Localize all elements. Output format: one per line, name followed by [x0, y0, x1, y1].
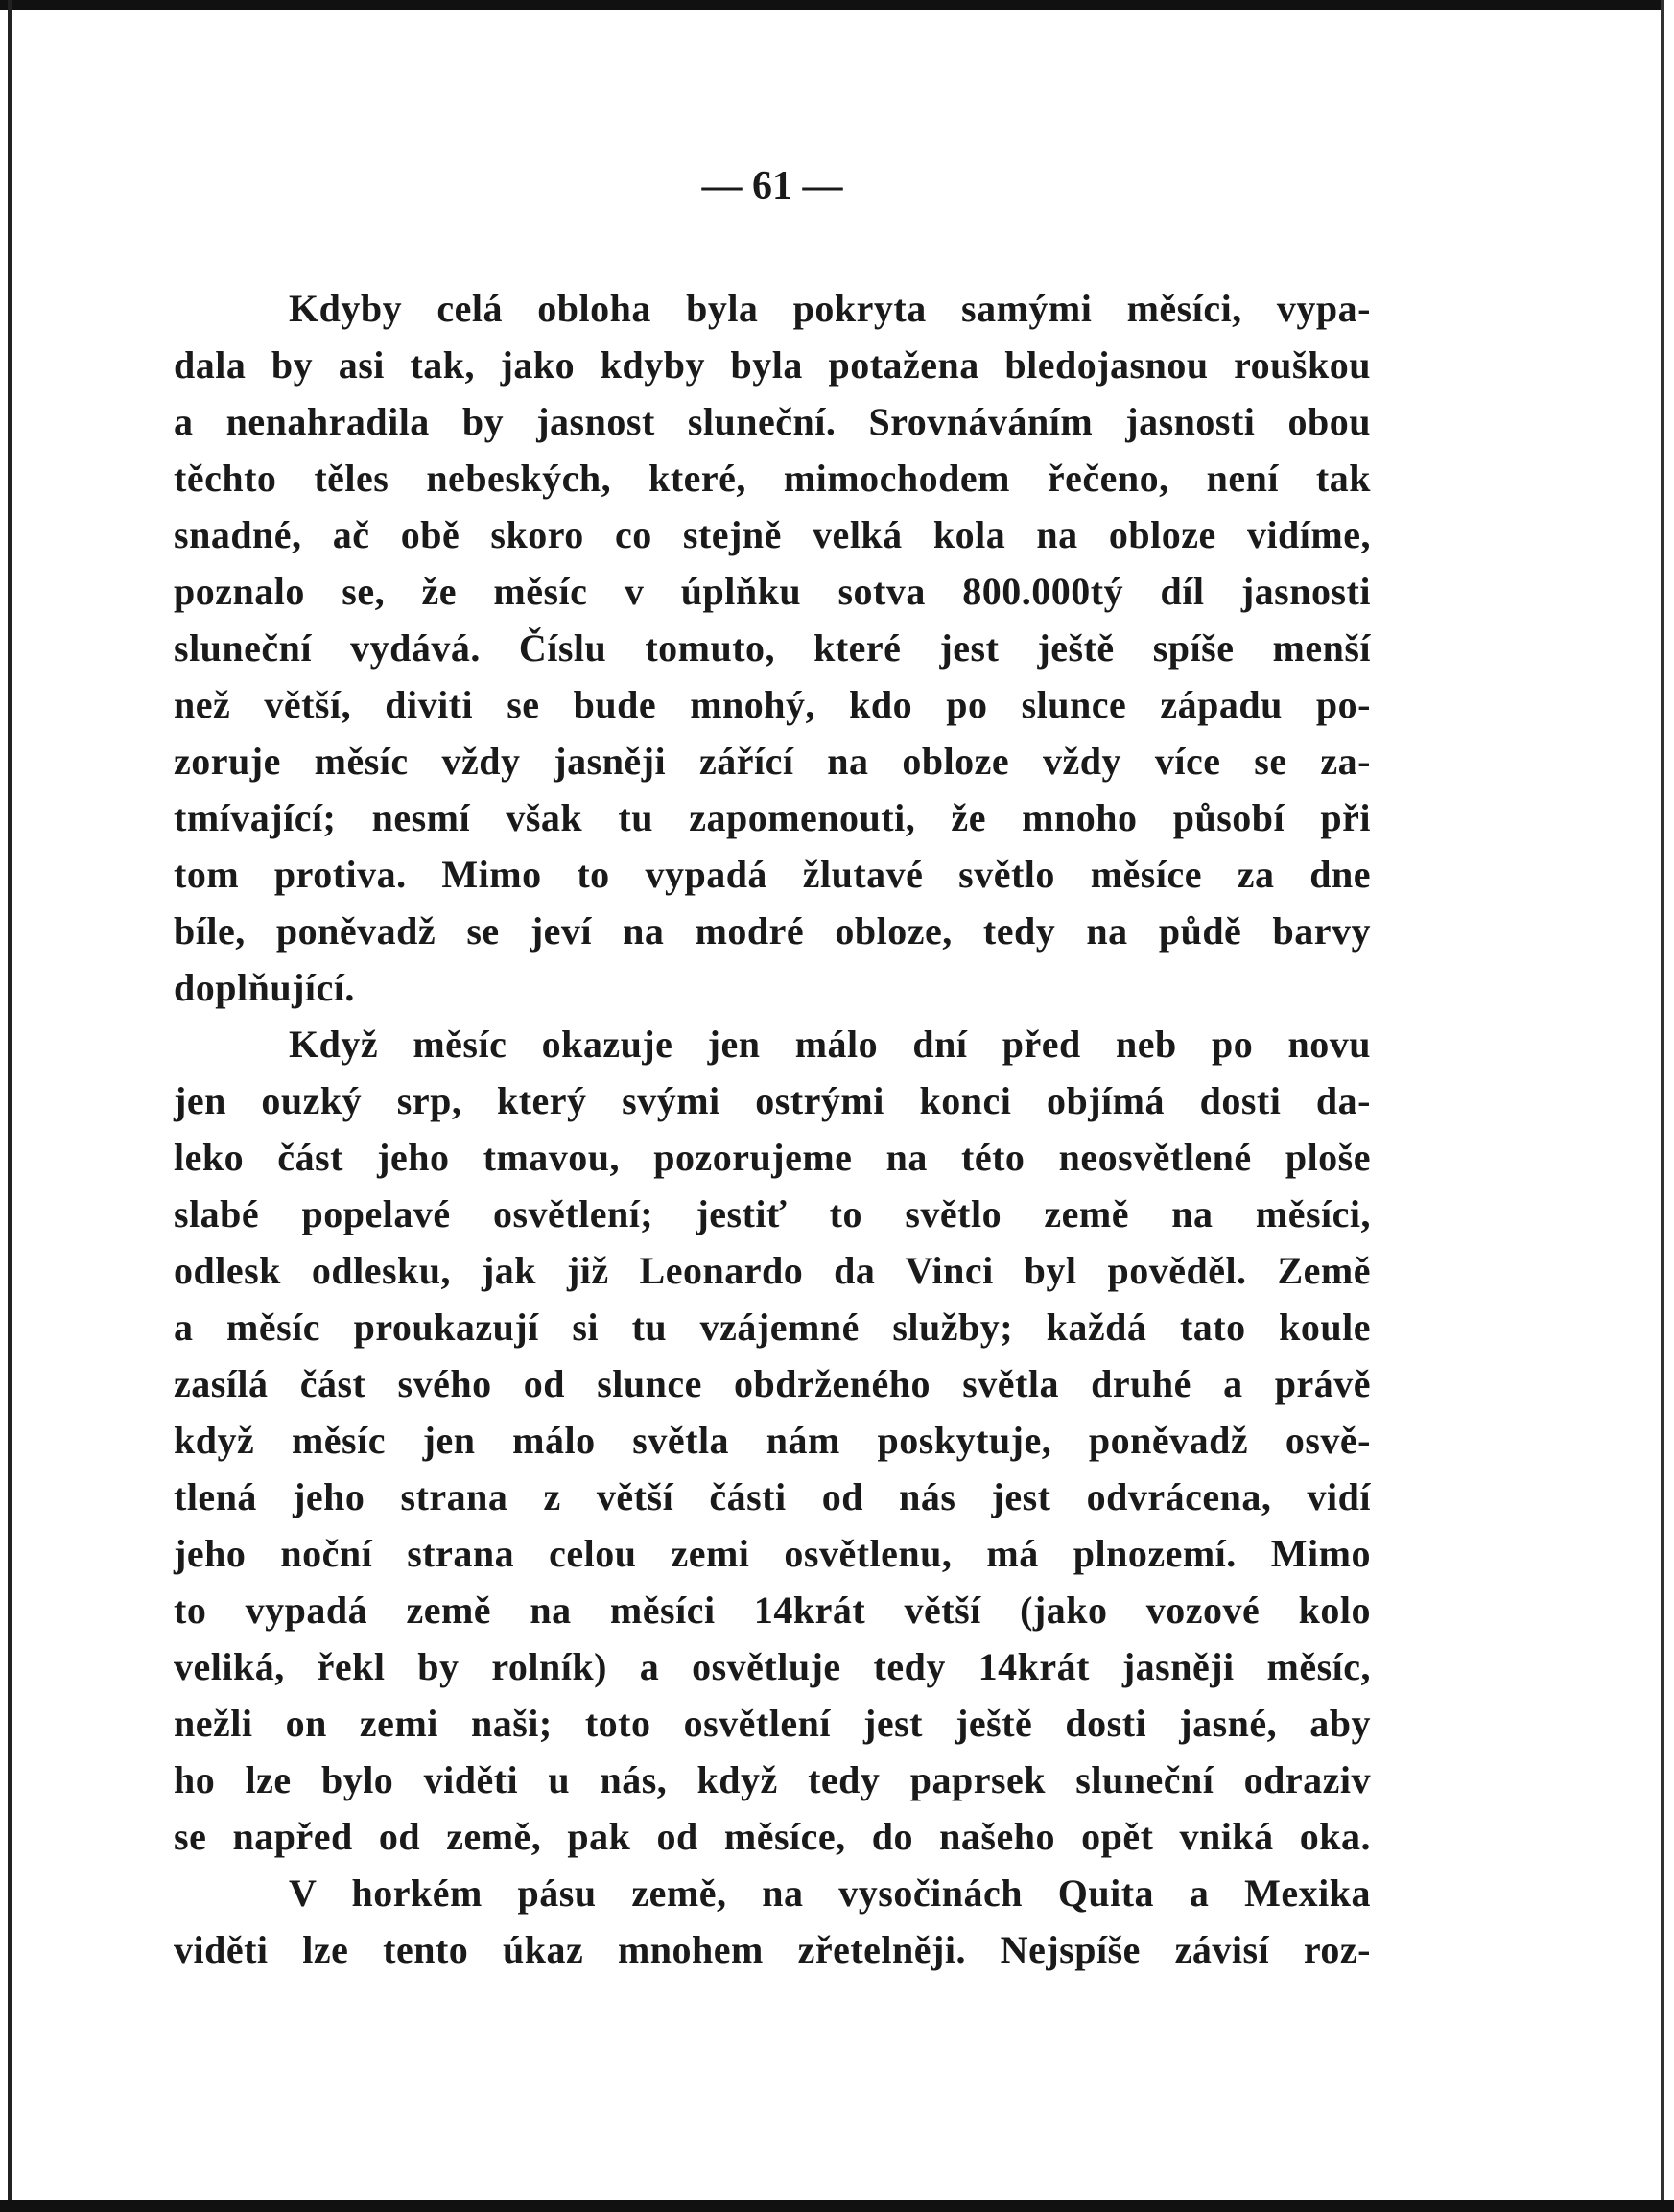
text-line: Když měsíc okazuje jen málo dní před neb po novu [289, 1023, 1371, 1066]
text-line: zasílá část svého od slunce obdrženého světla druhé a právě [174, 1362, 1371, 1405]
text-line: těchto těles nebeských, které, mimochodem řečeno, není tak [174, 457, 1371, 500]
text-line: tlená jeho strana z větší části od nás jest odvrácena, vidí [174, 1475, 1371, 1518]
text-line: veliká, řekl by rolník) a osvětluje tedy 14krát jasněji měsíc, [174, 1645, 1371, 1688]
text-line: tmívající; nesmí však tu zapomenouti, že mnoho působí při [174, 796, 1371, 839]
text-line: doplňující. [174, 966, 355, 1009]
text-line: a měsíc proukazují si tu vzájemné služby; každá tato koule [174, 1306, 1371, 1349]
text-line: bíle, poněvadž se jeví na modré obloze, tedy na půdě barvy [174, 909, 1371, 953]
text-line: slabé popelavé osvětlení; jestiť to světlo země na měsíci, [174, 1192, 1371, 1235]
text-line: tom protiva. Mimo to vypadá žlutavé světlo měsíce za dne [174, 853, 1371, 896]
text-line: poznalo se, že měsíc v úplňku sotva 800.000tý díl jasnosti [174, 570, 1371, 613]
text-line: odlesk odlesku, jak již Leonardo da Vinci byl pověděl. Země [174, 1249, 1371, 1292]
text-line: V horkém pásu země, na vysočinách Quita a Mexika [289, 1871, 1371, 1915]
text-line: snadné, ač obě skoro co stejně velká kola na obloze vidíme, [174, 513, 1371, 556]
text-line: Kdyby celá obloha byla pokryta samými měsíci, vypa- [289, 287, 1371, 330]
scan-edge-bottom [0, 2200, 1674, 2212]
text-line: jeho noční strana celou zemi osvětlenu, má plnozemí. Mimo [174, 1532, 1371, 1575]
text-line: se napřed od země, pak od měsíce, do našeho opět vniká oka. [174, 1815, 1371, 1858]
text-line: zoruje měsíc vždy jasněji zářící na obloze vždy více se za- [174, 740, 1371, 783]
scan-edge-right [1661, 0, 1664, 2212]
page-number: — 61 — [701, 164, 843, 208]
text-line: a nenahradila by jasnost sluneční. Srovnáváním jasnosti obou [174, 400, 1371, 443]
scan-edge-top [0, 0, 1674, 10]
text-line: viděti lze tento úkaz mnohem zřetelněji. Nejspíše závisí roz- [174, 1928, 1371, 1971]
text-line: to vypadá země na měsíci 14krát větší (jako vozové kolo [174, 1588, 1371, 1632]
text-line: nežli on zemi naši; toto osvětlení jest ještě dosti jasné, aby [174, 1702, 1371, 1745]
text-line: jen ouzký srp, který svými ostrými konci objímá dosti da- [174, 1079, 1371, 1122]
text-line: když měsíc jen málo světla nám poskytuje, poněvadž osvě- [174, 1419, 1371, 1462]
text-line: sluneční vydává. Číslu tomuto, které jest ještě spíše menší [174, 626, 1371, 670]
scan-margin-right [1664, 0, 1674, 2212]
body-text [174, 280, 1371, 1978]
text-line: dala by asi tak, jako kdyby byla potažena bledojasnou rouškou [174, 343, 1371, 387]
text-line: ho lze bylo viděti u nás, když tedy paprsek sluneční odraziv [174, 1758, 1371, 1801]
text-line: než větší, diviti se bude mnohý, kdo po slunce západu po- [174, 683, 1371, 726]
text-line: leko část jeho tmavou, pozorujeme na této neosvětlené ploše [174, 1136, 1371, 1179]
scan-edge-left [8, 0, 12, 2212]
